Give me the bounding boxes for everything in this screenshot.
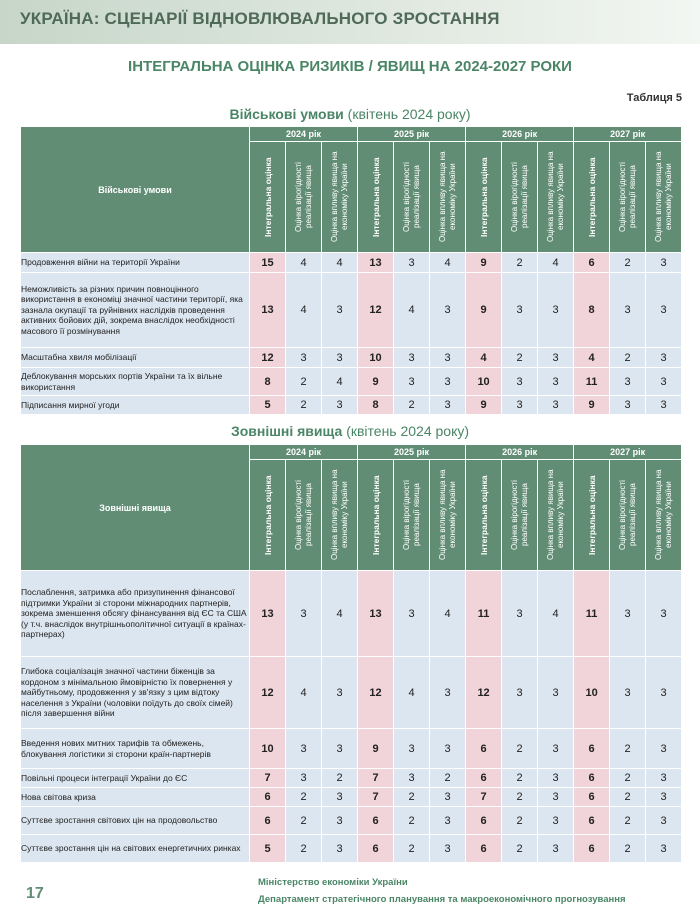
integral-score-cell: 10: [250, 729, 286, 769]
rating-cell: 2: [394, 788, 430, 807]
integral-score-cell: 13: [358, 571, 394, 657]
rating-cell: 2: [502, 348, 538, 368]
metric-header-cell: [502, 142, 538, 253]
integral-score-cell: 11: [574, 368, 610, 396]
rating-cell: 3: [322, 396, 358, 415]
integral-score-cell: 10: [358, 348, 394, 368]
integral-score-cell: 5: [250, 835, 286, 863]
integral-score-cell: 15: [250, 253, 286, 273]
metric-header-cell: [646, 142, 682, 253]
metric-header-cell: [610, 460, 646, 571]
page-number: 17: [26, 885, 44, 902]
metric-header: Інтегральна оцінка: [478, 475, 489, 555]
rating-cell: 3: [502, 657, 538, 729]
metric-header-cell: [574, 460, 610, 571]
metric-header: Інтегральна оцінка: [586, 475, 597, 555]
row-name: Глибока соціалізація значної частини біженців за кордоном з мінімальною ймовірністю їх повернення у майбутньому, продовження у зв'язку з цим відтоку населення з України (чоловіки поїдуть до своїх сімей) після завершення війни: [21, 657, 250, 729]
rating-cell: 3: [322, 348, 358, 368]
metric-header-cell: [538, 142, 574, 253]
rating-cell: 3: [502, 571, 538, 657]
rating-cell: 3: [538, 396, 574, 415]
table-row: [21, 729, 682, 769]
metric-header-cell: [394, 142, 430, 253]
metric-header: Оцінка вірогідності реалізації явища: [401, 162, 421, 232]
rating-cell: 2: [286, 368, 322, 396]
rating-cell: 4: [394, 657, 430, 729]
rating-cell: 3: [646, 835, 682, 863]
rating-cell: 2: [502, 788, 538, 807]
integral-score-cell: 6: [574, 769, 610, 788]
metric-header-cell: [286, 142, 322, 253]
rating-cell: 3: [322, 788, 358, 807]
external-table: [20, 444, 682, 863]
rating-cell: 4: [322, 571, 358, 657]
rating-cell: 3: [646, 788, 682, 807]
metric-header-cell: [574, 142, 610, 253]
integral-score-cell: 10: [466, 368, 502, 396]
rating-cell: 3: [286, 348, 322, 368]
table-row: [21, 835, 682, 863]
integral-score-cell: 9: [358, 368, 394, 396]
rating-cell: 3: [286, 769, 322, 788]
integral-score-cell: 6: [574, 253, 610, 273]
integral-score-cell: 6: [466, 769, 502, 788]
table-row: [21, 253, 682, 273]
main-title: ІНТЕГРАЛЬНА ОЦІНКА РИЗИКІВ / ЯВИЩ НА 2024-2027 РОКИ: [128, 58, 572, 75]
military-subtitle: (квітень 2024 року): [347, 106, 471, 122]
rating-cell: 3: [646, 396, 682, 415]
integral-score-cell: 9: [574, 396, 610, 415]
external-subtitle: (квітень 2024 року): [346, 423, 470, 439]
rating-cell: 3: [394, 729, 430, 769]
year-header: 2027 рік: [574, 445, 682, 460]
rating-cell: 2: [502, 835, 538, 863]
rating-cell: 3: [286, 729, 322, 769]
metric-header: Інтегральна оцінка: [478, 157, 489, 237]
rating-cell: 3: [430, 348, 466, 368]
rating-cell: 3: [646, 273, 682, 348]
rating-cell: 4: [394, 273, 430, 348]
rating-cell: 3: [430, 273, 466, 348]
rating-cell: 3: [322, 729, 358, 769]
row-name: Деблокування морських портів України та їх вільне використання: [21, 368, 250, 396]
integral-score-cell: 7: [358, 788, 394, 807]
rating-cell: 2: [502, 253, 538, 273]
rating-cell: 3: [538, 835, 574, 863]
table-number: Таблиця 5: [626, 92, 682, 104]
rating-cell: 2: [394, 807, 430, 835]
rating-cell: 3: [610, 657, 646, 729]
rating-cell: 4: [322, 253, 358, 273]
rating-cell: 3: [646, 807, 682, 835]
row-header-label: Військові умови: [21, 127, 250, 253]
rating-cell: 3: [610, 273, 646, 348]
rating-cell: 3: [538, 368, 574, 396]
integral-score-cell: 9: [358, 729, 394, 769]
metric-header-cell: [358, 460, 394, 571]
metric-header-cell: [646, 460, 682, 571]
rating-cell: 3: [322, 807, 358, 835]
metric-header-cell: [502, 460, 538, 571]
rating-cell: 3: [646, 729, 682, 769]
metric-header-cell: [394, 460, 430, 571]
rating-cell: 3: [646, 253, 682, 273]
rating-cell: 2: [502, 729, 538, 769]
integral-score-cell: 5: [250, 396, 286, 415]
integral-score-cell: 11: [574, 571, 610, 657]
rating-cell: 3: [394, 348, 430, 368]
rating-cell: 3: [610, 571, 646, 657]
rating-cell: 2: [610, 253, 646, 273]
rating-cell: 3: [646, 368, 682, 396]
integral-score-cell: 6: [574, 835, 610, 863]
rating-cell: 4: [538, 253, 574, 273]
integral-score-cell: 6: [358, 807, 394, 835]
rating-cell: 3: [322, 835, 358, 863]
rating-cell: 3: [646, 769, 682, 788]
row-name: Суттєве зростання цін на світових енергетичних ринках: [21, 835, 250, 863]
row-name: Продовження війни на території України: [21, 253, 250, 273]
rating-cell: 4: [286, 657, 322, 729]
rating-cell: 3: [430, 835, 466, 863]
integral-score-cell: 10: [574, 657, 610, 729]
rating-cell: 2: [610, 769, 646, 788]
rating-cell: 2: [394, 835, 430, 863]
row-name: Суттєве зростання світових цін на продовольство: [21, 807, 250, 835]
external-section-title: [0, 423, 700, 439]
integral-score-cell: 11: [466, 571, 502, 657]
integral-score-cell: 8: [574, 273, 610, 348]
integral-score-cell: 13: [250, 273, 286, 348]
rating-cell: 2: [430, 769, 466, 788]
rating-cell: 2: [502, 769, 538, 788]
integral-score-cell: 8: [358, 396, 394, 415]
metric-header: Оцінка вірогідності реалізації явища: [293, 480, 313, 550]
metric-header: Інтегральна оцінка: [262, 475, 273, 555]
metric-header-cell: [358, 142, 394, 253]
metric-header: Оцінка впливу явища на економіку України: [653, 151, 673, 243]
metric-header-cell: [430, 460, 466, 571]
rating-cell: 4: [286, 273, 322, 348]
rating-cell: 3: [430, 657, 466, 729]
rating-cell: 3: [322, 273, 358, 348]
rating-cell: 3: [502, 273, 538, 348]
rating-cell: 3: [538, 807, 574, 835]
integral-score-cell: 12: [358, 657, 394, 729]
rating-cell: 2: [502, 807, 538, 835]
metric-header: Оцінка впливу явища на економіку України: [329, 151, 349, 243]
metric-header: Оцінка впливу явища на економіку України: [437, 151, 457, 243]
year-header: 2024 рік: [250, 445, 358, 460]
rating-cell: 3: [502, 368, 538, 396]
integral-score-cell: 12: [358, 273, 394, 348]
rating-cell: 3: [646, 657, 682, 729]
metric-header: Інтегральна оцінка: [370, 157, 381, 237]
table-row: [21, 788, 682, 807]
external-title: Зовнішні явища: [230, 423, 343, 439]
integral-score-cell: 6: [466, 729, 502, 769]
row-name: Підписання мирної угоди: [21, 396, 250, 415]
year-header: 2024 рік: [250, 127, 358, 142]
table-row: [21, 273, 682, 348]
rating-cell: 3: [430, 788, 466, 807]
rating-cell: 3: [430, 807, 466, 835]
metric-header-cell: [322, 142, 358, 253]
metric-header: Оцінка впливу явища на економіку України: [329, 469, 349, 561]
integral-score-cell: 8: [250, 368, 286, 396]
metric-header: Оцінка впливу явища на економіку України: [545, 151, 565, 243]
military-section-title: [0, 106, 700, 122]
rating-cell: 3: [538, 657, 574, 729]
rating-cell: 2: [610, 788, 646, 807]
rating-cell: 3: [610, 396, 646, 415]
table-row: [21, 571, 682, 657]
metric-header: Оцінка вірогідності реалізації явища: [617, 480, 637, 550]
metric-header-cell: [322, 460, 358, 571]
integral-score-cell: 13: [358, 253, 394, 273]
metric-header: Оцінка вірогідності реалізації явища: [617, 162, 637, 232]
rating-cell: 3: [538, 769, 574, 788]
rating-cell: 2: [610, 807, 646, 835]
integral-score-cell: 6: [250, 788, 286, 807]
military-table: [20, 126, 682, 415]
integral-score-cell: 12: [250, 348, 286, 368]
rating-cell: 3: [430, 368, 466, 396]
table-row: [21, 396, 682, 415]
rating-cell: 3: [538, 788, 574, 807]
metric-header-cell: [286, 460, 322, 571]
rating-cell: 2: [286, 788, 322, 807]
rating-cell: 3: [538, 729, 574, 769]
metric-header-cell: [610, 142, 646, 253]
integral-score-cell: 6: [358, 835, 394, 863]
rating-cell: 3: [394, 769, 430, 788]
rating-cell: 3: [394, 368, 430, 396]
metric-header: Інтегральна оцінка: [586, 157, 597, 237]
metric-header-cell: [466, 460, 502, 571]
integral-score-cell: 6: [574, 788, 610, 807]
year-header: 2025 рік: [358, 445, 466, 460]
metric-header: Оцінка впливу явища на економіку України: [653, 469, 673, 561]
rating-cell: 3: [610, 368, 646, 396]
integral-score-cell: 6: [250, 807, 286, 835]
page-header-title: УКРАЇНА: СЦЕНАРІЇ ВІДНОВЛЮВАЛЬНОГО ЗРОСТАННЯ: [20, 9, 500, 28]
year-header: 2025 рік: [358, 127, 466, 142]
rating-cell: 3: [322, 657, 358, 729]
metric-header: Оцінка вірогідності реалізації явища: [293, 162, 313, 232]
rating-cell: 4: [430, 571, 466, 657]
rating-cell: 3: [538, 273, 574, 348]
table-row: [21, 657, 682, 729]
row-name: Нова світова криза: [21, 788, 250, 807]
rating-cell: 3: [430, 396, 466, 415]
metric-header: Оцінка вірогідності реалізації явища: [401, 480, 421, 550]
rating-cell: 3: [502, 396, 538, 415]
table-row: [21, 807, 682, 835]
integral-score-cell: 6: [574, 729, 610, 769]
rating-cell: 2: [610, 729, 646, 769]
rating-cell: 3: [538, 348, 574, 368]
footer-ministry: Міністерство економіки України: [258, 877, 408, 888]
metric-header: Оцінка впливу явища на економіку України: [437, 469, 457, 561]
integral-score-cell: 7: [358, 769, 394, 788]
metric-header: Оцінка вірогідності реалізації явища: [509, 480, 529, 550]
row-name: Введення нових митних тарифів та обмежень, блокування логістики зі сторони країн-партнерів: [21, 729, 250, 769]
integral-score-cell: 7: [250, 769, 286, 788]
metric-header: Оцінка вірогідності реалізації явища: [509, 162, 529, 232]
rating-cell: 2: [394, 396, 430, 415]
rating-cell: 4: [322, 368, 358, 396]
rating-cell: 2: [286, 835, 322, 863]
military-title: Військові умови: [229, 106, 344, 122]
rating-cell: 2: [286, 807, 322, 835]
table-row: [21, 769, 682, 788]
integral-score-cell: 6: [466, 835, 502, 863]
integral-score-cell: 6: [574, 807, 610, 835]
rating-cell: 3: [646, 348, 682, 368]
rating-cell: 3: [394, 571, 430, 657]
table-row: [21, 348, 682, 368]
year-header: 2026 рік: [466, 445, 574, 460]
integral-score-cell: 4: [574, 348, 610, 368]
metric-header-cell: [538, 460, 574, 571]
integral-score-cell: 7: [466, 788, 502, 807]
year-header: 2026 рік: [466, 127, 574, 142]
metric-header: Інтегральна оцінка: [262, 157, 273, 237]
rating-cell: 2: [322, 769, 358, 788]
year-header: 2027 рік: [574, 127, 682, 142]
rating-cell: 2: [286, 396, 322, 415]
rating-cell: 3: [394, 253, 430, 273]
row-name: Масштабна хвиля мобілізації: [21, 348, 250, 368]
integral-score-cell: 13: [250, 571, 286, 657]
metric-header: Інтегральна оцінка: [370, 475, 381, 555]
row-name: Послаблення, затримка або призупинення фінансової підтримки України зі сторони міжнародних партнерів, зокрема зменшення обсягу фінансування від ЄС та США (у т.ч. внаслідок внутрішньополітичної ситуації в країнах-партнерах): [21, 571, 250, 657]
footer-department: Департамент стратегічного планування та макроекономічного прогнозування: [258, 894, 626, 905]
table-row: [21, 368, 682, 396]
integral-score-cell: 12: [250, 657, 286, 729]
row-name: Неможливість за різних причин повноцінного використання в економіці значної частини території, яка зазнала окупації та руйнівних наслідків проведення активних бойових дій, зокрема внаслідок необхідності масового її розмінування: [21, 273, 250, 348]
integral-score-cell: 6: [466, 807, 502, 835]
metric-header-cell: [430, 142, 466, 253]
row-name: Повільні процеси інтеграції України до ЄС: [21, 769, 250, 788]
rating-cell: 3: [430, 729, 466, 769]
metric-header-cell: [466, 142, 502, 253]
integral-score-cell: 9: [466, 273, 502, 348]
rating-cell: 2: [610, 835, 646, 863]
rating-cell: 4: [538, 571, 574, 657]
rating-cell: 3: [286, 571, 322, 657]
rating-cell: 3: [646, 571, 682, 657]
metric-header-cell: [250, 142, 286, 253]
rating-cell: 2: [610, 348, 646, 368]
row-header-label: Зовнішні явища: [21, 445, 250, 571]
metric-header-cell: [250, 460, 286, 571]
metric-header: Оцінка впливу явища на економіку України: [545, 469, 565, 561]
integral-score-cell: 12: [466, 657, 502, 729]
rating-cell: 4: [286, 253, 322, 273]
integral-score-cell: 9: [466, 253, 502, 273]
rating-cell: 4: [430, 253, 466, 273]
integral-score-cell: 4: [466, 348, 502, 368]
integral-score-cell: 9: [466, 396, 502, 415]
